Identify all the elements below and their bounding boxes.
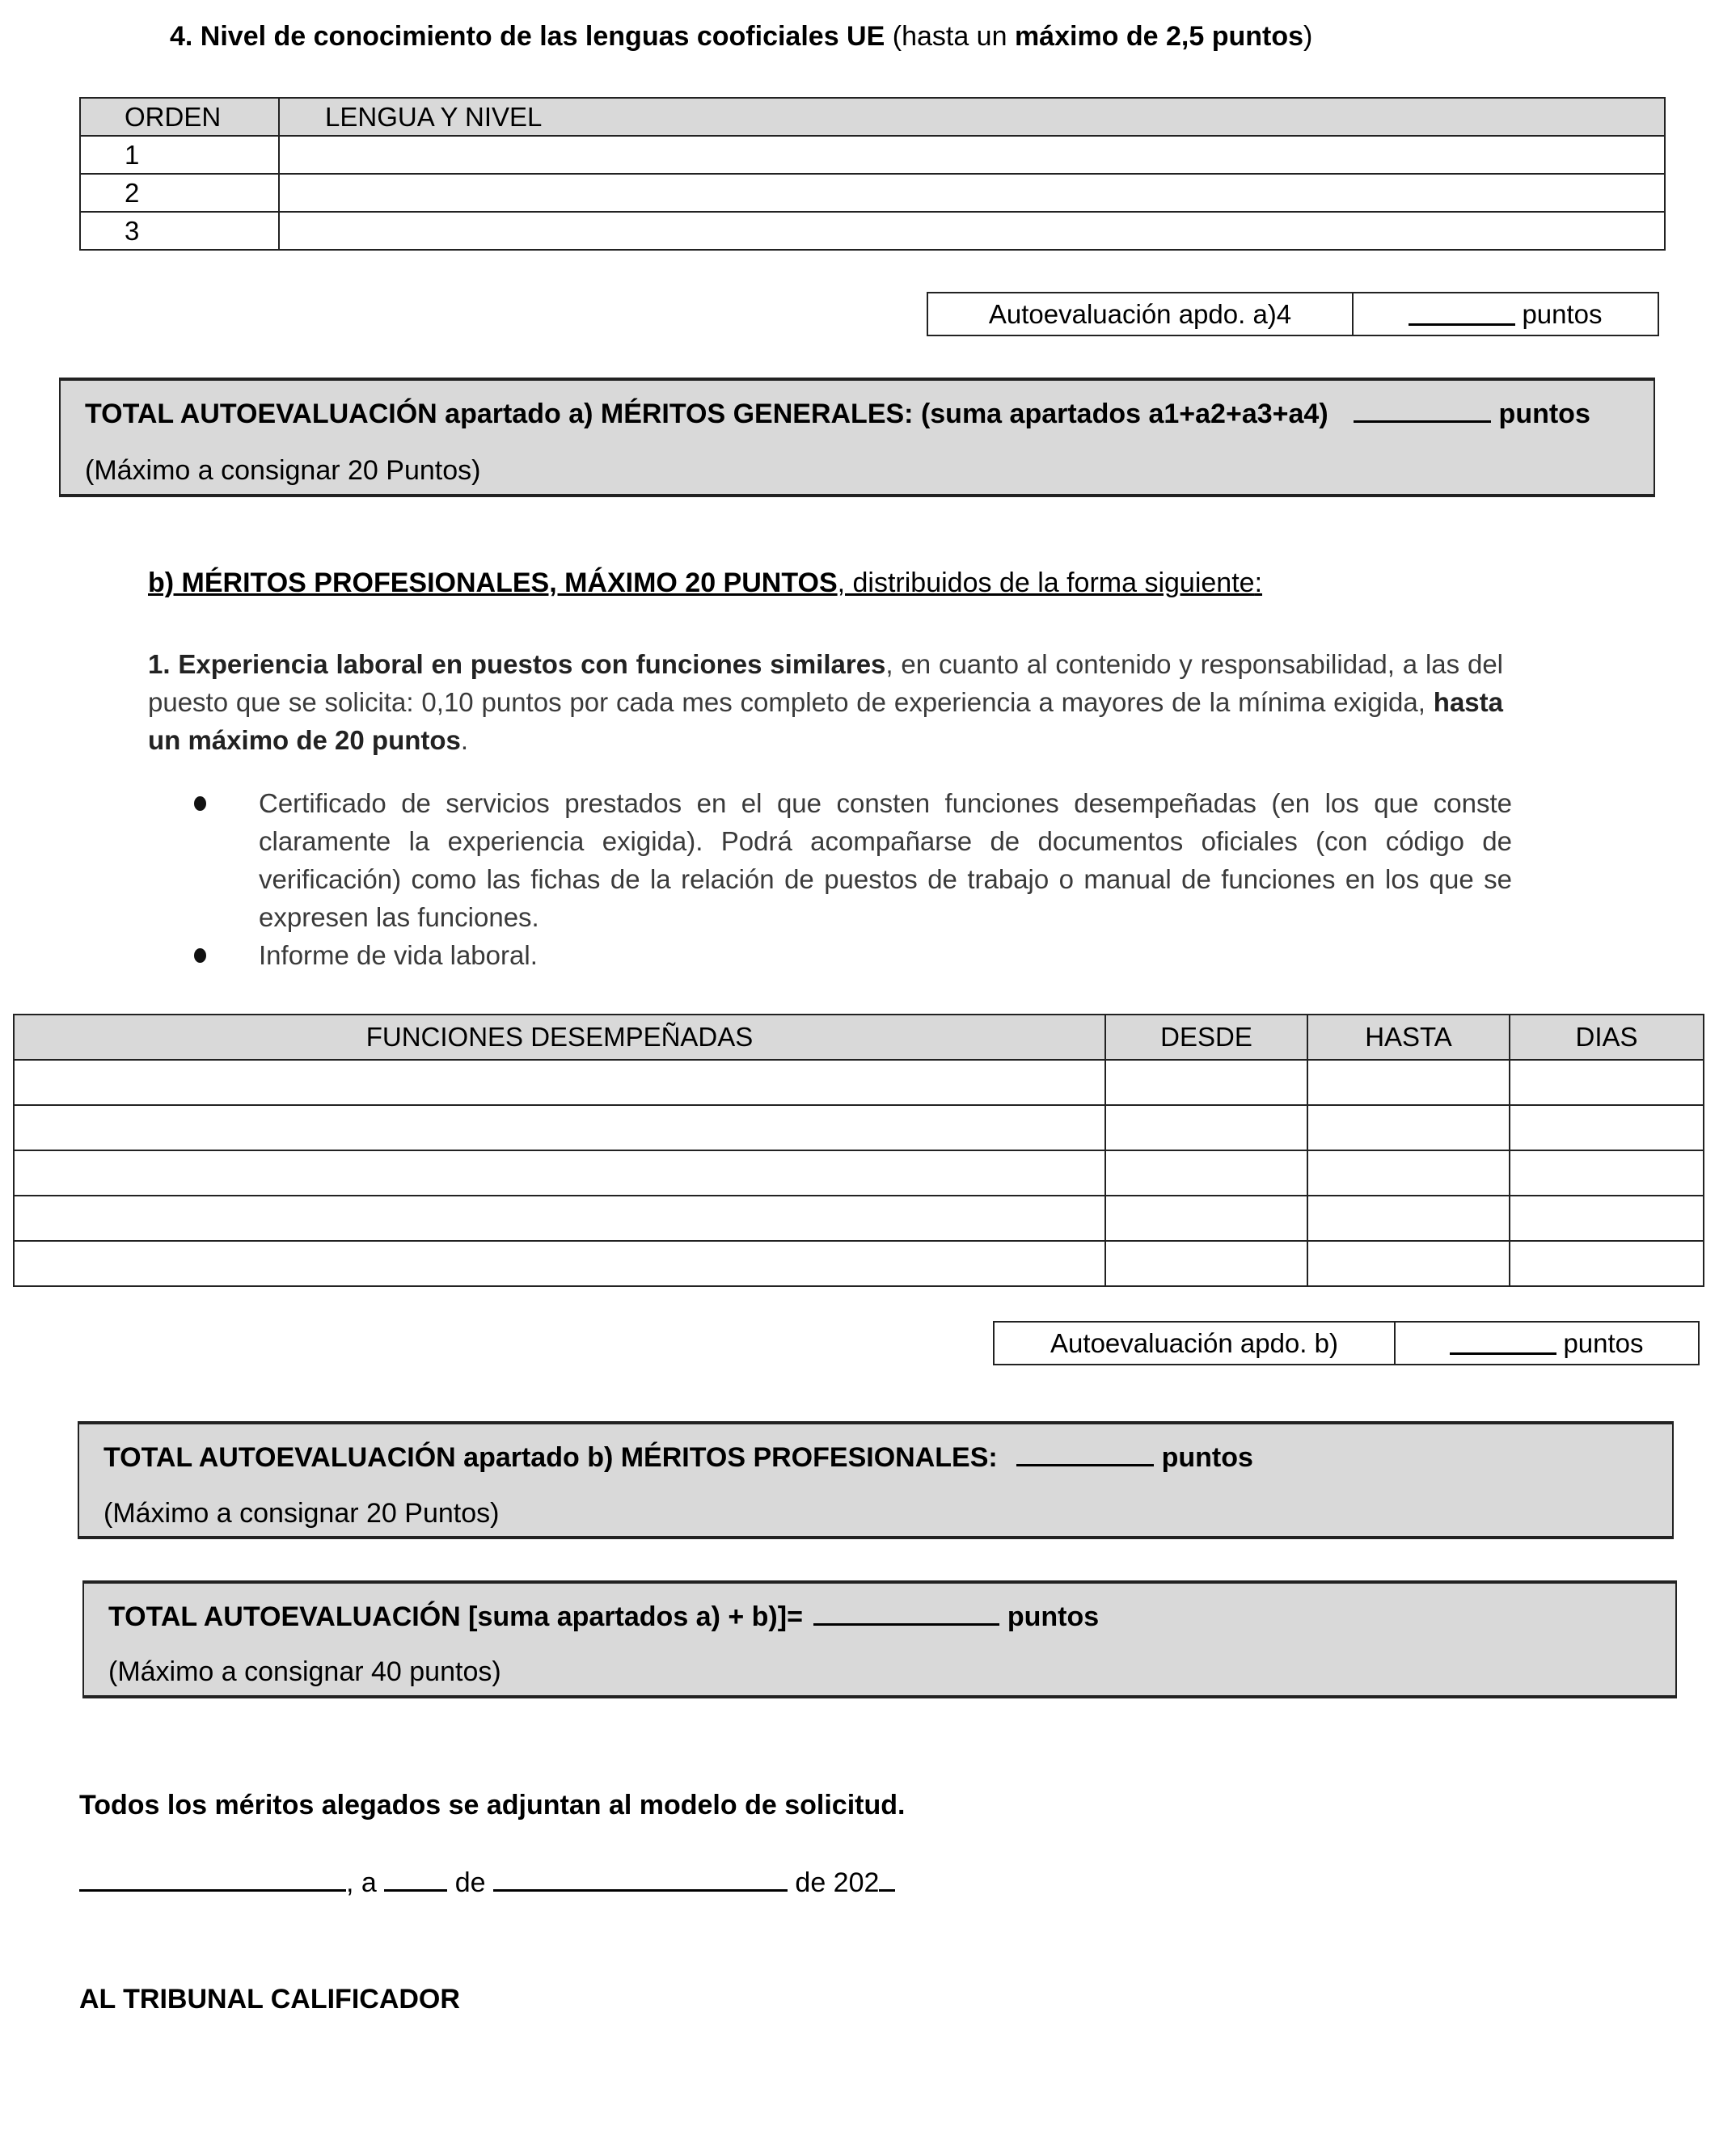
table-header-row [14,1015,1704,1060]
desde-field[interactable] [1105,1196,1307,1241]
desde-field[interactable] [1105,1150,1307,1196]
total-ab-note: (Máximo a consignar 40 puntos) [108,1656,501,1687]
dias-field[interactable] [1510,1105,1704,1150]
total-a-points-field[interactable] [1354,399,1491,423]
heading-close-paren: ) [1303,21,1313,52]
points-unit: puntos [1007,1601,1100,1632]
heading-bold-text: 4. Nivel de conocimiento de las lenguas cooficiales UE [170,21,885,52]
autoeval-b-box [993,1321,1700,1365]
autoeval-b-points-field[interactable] [1450,1331,1556,1355]
functions-table [13,1014,1704,1287]
column-header-orden: ORDEN [80,98,279,136]
year-digit-field[interactable] [879,1868,895,1892]
funciones-field[interactable] [14,1196,1105,1241]
total-b-points-field[interactable] [1016,1443,1154,1466]
column-header-desde: DESDE [1105,1015,1307,1060]
hasta-field[interactable] [1307,1241,1510,1286]
lengua-nivel-field[interactable] [279,174,1665,212]
table-header-row [80,98,1665,136]
place-field[interactable] [79,1868,346,1892]
autoeval-a4-label: Autoevaluación apdo. a)4 [928,293,1354,335]
experience-paragraph [148,645,1503,759]
day-field[interactable] [384,1868,447,1892]
total-b-label: TOTAL AUTOEVALUACIÓN apartado b) MÉRITOS PROFESIONALES: [103,1442,998,1473]
autoeval-a4-score [1354,293,1658,335]
total-ab-points-field[interactable] [813,1602,999,1626]
dias-field[interactable] [1510,1060,1704,1105]
hasta-field[interactable] [1307,1105,1510,1150]
hasta-field[interactable] [1307,1150,1510,1196]
section-b-heading-text: , distribuidos de la forma siguiente [837,567,1255,598]
autoeval-b-score [1396,1323,1698,1364]
hasta-field[interactable] [1307,1060,1510,1105]
points-unit: puntos [1498,399,1590,429]
column-header-hasta: HASTA [1307,1015,1510,1060]
total-a-label: TOTAL AUTOEVALUACIÓN apartado a) MÉRITOS GENERALES: (suma apartados a1+a2+a3+a4) [85,399,1328,429]
points-unit: puntos [1161,1442,1253,1473]
list-item [194,784,1512,936]
heading-text: (hasta un [885,21,1015,52]
heading-colon: : [1254,567,1263,598]
funciones-field[interactable] [14,1105,1105,1150]
list-item-text: Informe de vida laboral. [259,940,538,970]
month-field[interactable] [493,1868,788,1892]
dias-field[interactable] [1510,1241,1704,1286]
dias-field[interactable] [1510,1196,1704,1241]
points-unit: puntos [1563,1327,1644,1358]
period: . [460,725,469,755]
funciones-field[interactable] [14,1241,1105,1286]
orden-cell: 3 [80,212,279,250]
table-row [80,136,1665,174]
list-item-text: Certificado de servicios prestados en el que consten funciones desempeñadas (en los que conste claramente la experiencia exigida). Podrá acompañarse de documentos oficiales (con código de verificación) como las fichas de la relación de puestos de trabajo o manual de funciones en los que se expresen las funciones. [259,788,1512,932]
year-prefix: de 202 [787,1867,880,1898]
date-place-line [79,1867,895,1899]
total-ab-label: TOTAL AUTOEVALUACIÓN [suma apartados a) + b)]= [108,1601,803,1632]
funciones-field[interactable] [14,1150,1105,1196]
section-b-heading [148,567,1262,599]
hasta-field[interactable] [1307,1196,1510,1241]
required-documents-list [194,784,1512,974]
autoeval-a4-points-field[interactable] [1409,302,1515,326]
autoeval-a4-box [927,292,1659,336]
list-item [194,936,1512,974]
closing-statement: Todos los méritos alegados se adjuntan al modelo de solicitud. [79,1790,906,1821]
languages-table [79,97,1666,251]
experience-title: 1. Experiencia laboral en puestos con funciones similares [148,649,886,679]
total-ab-line [108,1601,1099,1633]
experience-max-points: hasta un máximo de 20 puntos [148,687,1503,755]
section-b-heading-bold: b) MÉRITOS PROFESIONALES, MÁXIMO 20 PUNTOS [148,567,838,598]
date-sep-de: de [447,1867,493,1898]
dias-field[interactable] [1510,1150,1704,1196]
desde-field[interactable] [1105,1105,1307,1150]
date-sep-a: , a [346,1867,385,1898]
table-row [80,174,1665,212]
funciones-field[interactable] [14,1060,1105,1105]
table-row [14,1105,1704,1150]
table-row [14,1241,1704,1286]
total-a-note: (Máximo a consignar 20 Puntos) [85,455,481,486]
autoeval-b-label: Autoevaluación apdo. b) [995,1323,1396,1364]
total-b-note: (Máximo a consignar 20 Puntos) [103,1498,500,1529]
column-header-dias: DIAS [1510,1015,1704,1060]
column-header-funciones: FUNCIONES DESEMPEÑADAS [14,1015,1105,1060]
total-b-line [103,1442,1253,1474]
lengua-nivel-field[interactable] [279,212,1665,250]
points-unit: puntos [1522,298,1603,329]
total-a-line [85,399,1590,430]
column-header-lengua-nivel: LENGUA Y NIVEL [279,98,1665,136]
heading-max-points: máximo de 2,5 puntos [1014,21,1304,52]
table-row [14,1150,1704,1196]
section-4-heading [170,21,1312,53]
table-row [14,1060,1704,1105]
total-ab-box [82,1580,1677,1698]
addressee: AL TRIBUNAL CALIFICADOR [79,1984,460,2015]
experience-description: , en cuanto al contenido y responsabilidad, a las del puesto que se solicita: 0,10 puntos por cada mes completo de experiencia a mayores de la mínima exigida, [148,649,1503,717]
orden-cell: 2 [80,174,279,212]
total-a-box [59,378,1655,497]
bullet-icon [194,796,206,811]
orden-cell: 1 [80,136,279,174]
total-b-box [78,1421,1674,1539]
desde-field[interactable] [1105,1060,1307,1105]
lengua-nivel-field[interactable] [279,136,1665,174]
table-row [14,1196,1704,1241]
table-row [80,212,1665,250]
bullet-icon [194,948,206,963]
desde-field[interactable] [1105,1241,1307,1286]
